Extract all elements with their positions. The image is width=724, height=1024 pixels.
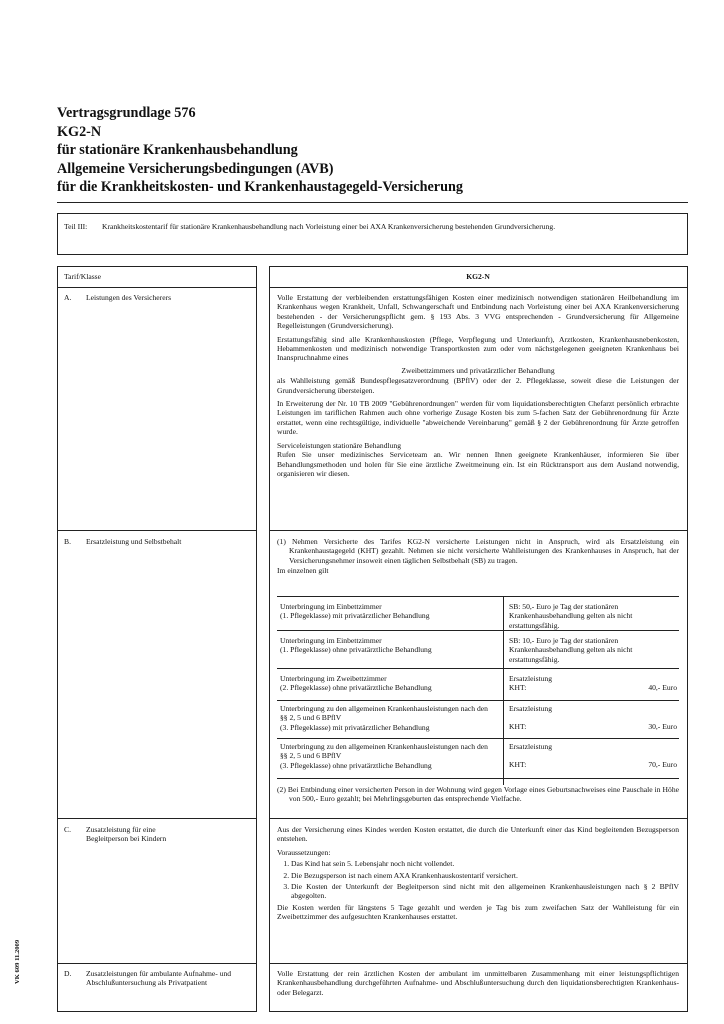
header-line-1: Vertragsgrundlage 576 (57, 105, 196, 121)
row-right-amount-line (509, 760, 677, 769)
divider (269, 963, 688, 964)
row-right (509, 742, 677, 770)
section-a-number: A. (64, 293, 72, 302)
col-right-header: KG2-N (466, 272, 490, 281)
section-d-p1: Volle Erstattung der rein ärztlichen Kosten der ambulant im unmittelbaren Zusammenhang mit einer leistungspflichtigen Krankenhausbehandlung durchgeführten Aufnahme- und Abschlußuntersuchung durch den liquidationsberechtigten Krankenhaus- oder Belegarzt. (277, 969, 679, 997)
section-c-label (64, 825, 254, 844)
row-right (509, 704, 677, 732)
divider (57, 963, 257, 964)
section-c-content (277, 825, 679, 926)
section-b-intro (277, 537, 679, 576)
row-left: Unterbringung im Zweibettzimmer (2. Pflegeklasse) ohne privatärztliche Behandlung (280, 674, 432, 693)
section-a-p6-title: Serviceleistungen stationäre Behandlung (277, 440, 401, 450)
col-left-header: Tarif/Klasse (64, 272, 102, 281)
row-right-amount-line (509, 683, 677, 692)
divider (57, 530, 257, 531)
header-line-3: für stationäre Krankenhausbehandlung (57, 142, 298, 159)
divider (269, 818, 688, 819)
list-item: 2. Die Bezugsperson ist nach einem AXA Krankenhauskostentarif versichert. (291, 871, 679, 880)
section-b-number: B. (64, 537, 71, 546)
section-a-p3: Zweibettzimmers und privatärztlicher Behandlung (401, 365, 555, 375)
header-line-4: Allgemeine Versicherungsbedingungen (AVB) (57, 160, 334, 177)
section-b-table-divider (503, 596, 504, 785)
kht-amount: 70,- Euro (648, 760, 677, 770)
row-right-title: Ersatzleistung (509, 674, 553, 683)
row-separator (277, 778, 679, 779)
list-item: 1. Das Kind hat sein 5. Lebensjahr noch nicht vollendet. (291, 859, 679, 868)
teil-box (57, 213, 688, 255)
row-right (509, 674, 677, 693)
left-column-frame (57, 266, 257, 1012)
row-separator (277, 700, 679, 701)
section-c-p3: Die Kosten werden für längstens 5 Tage gezahlt und werden je Tag bis zum zweifachen Satz der Wahlleistung für ein Zweibettzimmer des aufgesuchten Krankenhauses erstattet. (277, 902, 679, 922)
section-b-p2: (2) Bei Entbindung einer versicherten Person in der Wohnung wird gegen Vorlage eines Geburtsnachweises eine Pauschale in Höhe von 500,- Euro gezahlt; bei Mehrlingsgeburten das entsprechende Vielfache. (277, 785, 679, 804)
section-c-p2: Voraussetzungen: (277, 847, 331, 857)
section-b-title: Ersatzleistung und Selbstbehalt (86, 537, 182, 546)
section-d-content (277, 969, 679, 1001)
row-left: Unterbringung zu den allgemeinen Krankenhausleistungen nach den §§ 2, 5 und 6 BPflV (3. Pflegeklasse) mit privatärztlicher Behandlung (280, 704, 488, 732)
header-line-5: für die Krankheitskosten- und Krankenhaustagegeld-Versicherung (57, 179, 463, 196)
section-b-table (277, 596, 679, 786)
form-code: VK 609 11.2009 (14, 939, 21, 984)
header-rule (57, 202, 688, 203)
row-right-amount-line (509, 722, 677, 731)
section-c-list (277, 859, 679, 901)
divider (57, 287, 257, 288)
row-right-title: Ersatzleistung (509, 742, 553, 751)
list-item: 3. Die Kosten der Unterkunft der Begleitperson sind nicht mit den allgemeinen Krankenhausleistungen nach § 2 BPflV abgegolten. (291, 882, 679, 901)
row-right-title: Ersatzleistung (509, 704, 553, 713)
row-separator (277, 630, 679, 631)
kht-label: KHT: (509, 722, 527, 732)
row-left: Unterbringung im Einbettzimmer (1. Pflegeklasse) ohne privatärztliche Behandlung (280, 636, 432, 655)
row-separator (277, 738, 679, 739)
section-b-p1: (1) Nehmen Versicherte des Tarifes KG2-N versicherte Leistungen nicht in Anspruch, wird als Ersatzleistung ein Krankenhaustagegeld (KHT) gezahlt. Nehmen sie nicht versicherte Wahlleistungen des Krankenhauses in Anspruch, hat der Versicherungsnehmer insoweit einen täglichen Selbstbehalt (SB) zu tragen. (277, 537, 679, 565)
row-right: SB: 10,- Euro je Tag der stationären Krankenhausbehandlung gelten als nicht erstattungsfähig. (509, 636, 633, 664)
teil-text: Krankheitskostentarif für stationäre Krankenhausbehandlung nach Vorleistung einer bei AXA Krankenversicherung bestehenden Grundversicherung. (102, 222, 556, 231)
row-separator (277, 596, 679, 597)
section-c-title: Zusatzleistung für eine Begleitperson bei Kindern (86, 825, 167, 844)
teil-label: Teil III: (64, 222, 88, 231)
section-a-p2: Erstattungsfähig sind alle Krankenhauskosten (Pflege, Verpflegung und Unterkunft), Arztkosten, Krankenhausnebenkosten, Hebammenkosten und medizinisch notwendige Transportkosten zum oder vom nächstgelegenen geeigneten Krankenhaus bei Inanspruchnahme eines (277, 334, 679, 363)
section-b-p2-wrap (277, 785, 679, 808)
section-a-title: Leistungen des Versicherers (86, 293, 172, 302)
kht-label: KHT: (509, 683, 527, 693)
divider (57, 818, 257, 819)
document-header (57, 104, 677, 197)
section-a-p1: Volle Erstattung der verbleibenden erstattungsfähigen Kosten einer medizinisch notwendigen stationären Heilbehandlung im Krankenhaus wegen Krankheit, Unfall, Schwangerschaft und Entbindung nach Vorleistung einer bei AXA Krankenversicherung bestehenden - der Versicherungspflicht gem. § 193 Abs. 3 VVG entsprechenden - Grundversicherung für Allgemeine Regelleistungen (Grundversicherung). (277, 293, 679, 331)
teil-row (64, 222, 664, 231)
divider (269, 530, 688, 531)
section-a-label (64, 293, 254, 302)
kht-amount: 30,- Euro (648, 722, 677, 732)
section-a-content (277, 293, 679, 482)
divider (269, 287, 688, 288)
section-a-p4: als Wahlleistung gemäß Bundespflegesatzverordnung (BPflV) oder der 2. Pflegeklasse, soweit diese die Leistungen der Grundversicherung übersteigen. (277, 376, 679, 395)
section-c-p1: Aus der Versicherung eines Kindes werden Kosten erstattet, die durch die Unterkunft einer das Kind begleitenden Bezugsperson entstehen. (277, 825, 679, 844)
section-a-p6: Rufen Sie unser medizinisches Serviceteam an. Wir nennen Ihnen geeignete Krankenhäuser, informieren Sie über Behandlungsmethoden und holen für Sie eine ärztliche Zweitmeinung ein. Ist ein Rücktransport aus dem Ausland notwendig, organisieren wir diesen. (277, 450, 679, 478)
kht-label: KHT: (509, 760, 527, 770)
row-left: Unterbringung im Einbettzimmer (1. Pflegeklasse) mit privatärztlicher Behandlung (280, 602, 430, 621)
kht-amount: 40,- Euro (648, 683, 677, 693)
row-separator (277, 668, 679, 669)
section-c-number: C. (64, 825, 71, 834)
section-a-p5: In Erweiterung der Nr. 10 TB 2009 "Gebührenordnungen" werden für vom liquidationsberechtigten Chefarzt persönlich erbrachte Leistungen im tariflichen Rahmen auch ohne vorherige Zusage Kosten bis zum 5-fachen Satz der Gebührenordnung für Ärzte erstattet, wenn eine rechtsgültige, individuelle "abweichende Vereinbarung" gemäß § 2 der Gebührenordnung für Ärzte getroffen wurde. (277, 399, 679, 437)
row-left: Unterbringung zu den allgemeinen Krankenhausleistungen nach den §§ 2, 5 und 6 BPflV (3. Pflegeklasse) ohne privatärztliche Behandlung (280, 742, 488, 770)
row-right: SB: 50,- Euro je Tag der stationären Krankenhausbehandlung gelten als nicht erstattungsfähig. (509, 602, 633, 630)
header-line-2: KG2-N (57, 123, 102, 140)
section-b-p1b: Im einzelnen gilt (277, 566, 329, 576)
section-d-title: Zusatzleistungen für ambulante Aufnahme- und Abschlußuntersuchung als Privatpatient (86, 969, 232, 988)
section-d-label (64, 969, 254, 988)
section-d-number: D. (64, 969, 72, 978)
section-b-label (64, 537, 254, 546)
